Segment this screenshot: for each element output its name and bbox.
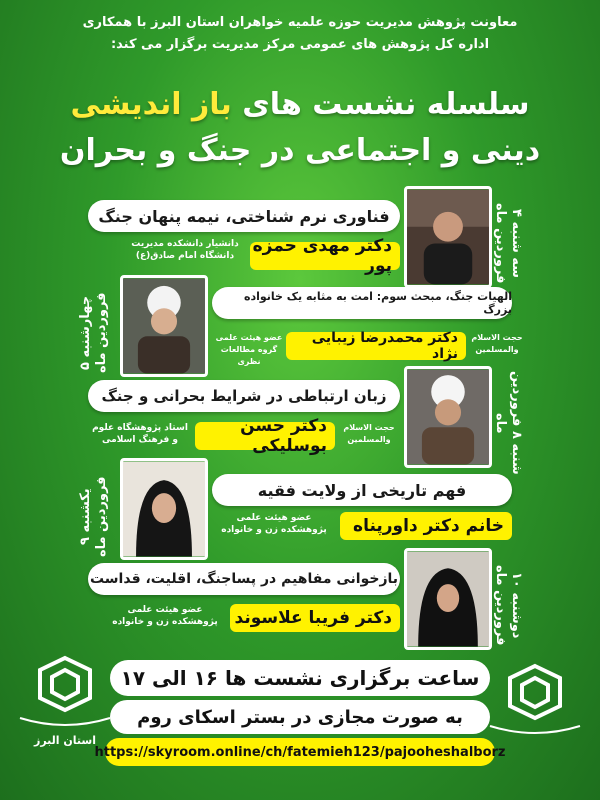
title-prefix: سلسله نشست های xyxy=(242,87,530,122)
session-4-affiliation: عضو هیئت علمی پژوهشکده زن و خانواده xyxy=(221,513,327,535)
day-label-2: چهارشنبه ۵ فروردین ماه xyxy=(78,292,109,374)
session-1-affiliation: دانشیار دانشکده مدیریت دانشگاه امام صادق(ع) xyxy=(131,239,239,261)
session-2-title-prefix: حجت الاسلام والمسلمین xyxy=(471,333,523,354)
session-2-speaker: دکتر محمدرضا زیبایی نژاد xyxy=(286,332,466,360)
title-highlight: باز اندیشی xyxy=(70,87,232,122)
poster-title xyxy=(30,82,570,174)
speaker-photo-5 xyxy=(404,548,492,650)
speaker-photo-4 xyxy=(120,458,208,560)
session-5-affiliation: عضو هیئت علمی پژوهشکده زن و خانواده xyxy=(112,605,218,627)
intro-line-2: اداره کل پژوهش های عمومی مرکز مدیریت برگزار می کند: xyxy=(110,37,490,52)
speaker-photo-3 xyxy=(404,366,492,468)
logo-left xyxy=(10,652,120,747)
logo-right xyxy=(480,660,590,740)
intro-line-1: معاونت پژوهش مدیریت حوزه علمیه خواهران استان البرز با همکاری xyxy=(82,15,518,30)
session-1-topic: فناوری نرم شناختی، نیمه پنهان جنگ xyxy=(88,200,400,232)
session-2-topic: الهیات جنگ، مبحث سوم: امت به مثابه یک خانواده بزرگ xyxy=(212,287,512,319)
session-3-affiliation: استاد پژوهشگاه علوم و فرهنگ اسلامی xyxy=(92,423,188,445)
logo-left-caption: استان البرز xyxy=(34,734,96,747)
session-2-affiliation: عضو هیئت علمی گروه مطالعات نظری xyxy=(215,333,283,366)
footer-time: ساعت برگزاری نشست ها ۱۶ الی ۱۷ xyxy=(110,660,490,696)
session-3-speaker: دکتر حسن بوسلیکی xyxy=(195,422,335,450)
session-3-title-prefix: حجت الاسلام والمسلمین xyxy=(343,423,395,444)
speaker-photo-2 xyxy=(120,275,208,377)
session-5-speaker: دکتر فریبا علاسوند xyxy=(230,604,400,632)
intro-text xyxy=(20,12,580,56)
day-label-5: دوشنبه ۱۰ فروردین ماه xyxy=(493,564,524,646)
footer-platform: به صورت مجازی در بستر اسکای روم xyxy=(110,700,490,734)
organization-emblem-icon xyxy=(480,660,590,740)
organization-emblem-icon xyxy=(10,652,120,732)
session-4-topic: فهم تاریخی از ولایت فقیه xyxy=(212,474,512,506)
session-5-topic: بازخوانی مفاهیم در پساجنگ، اقلیت، قداست xyxy=(88,563,400,595)
title-line-2: دینی و اجتماعی در جنگ و بحران xyxy=(59,133,541,168)
speaker-photo-1 xyxy=(404,186,492,288)
day-label-3: شنبه ۸ فروردین ماه xyxy=(493,371,524,475)
day-label-1: سه شنبه ۴ فروردین ماه xyxy=(493,202,524,284)
session-1-speaker: دکتر مهدی حمزه پور xyxy=(250,242,400,270)
session-3-topic: زبان ارتباطی در شرایط بحرانی و جنگ xyxy=(88,380,400,412)
session-4-speaker: خانم دکتر داورپناه xyxy=(340,512,512,540)
day-label-4: یکشنبه ۹ فروردین ماه xyxy=(78,476,109,558)
skyroom-link[interactable]: https://skyroom.online/ch/fatemieh123/pajooheshalborz xyxy=(105,738,495,766)
